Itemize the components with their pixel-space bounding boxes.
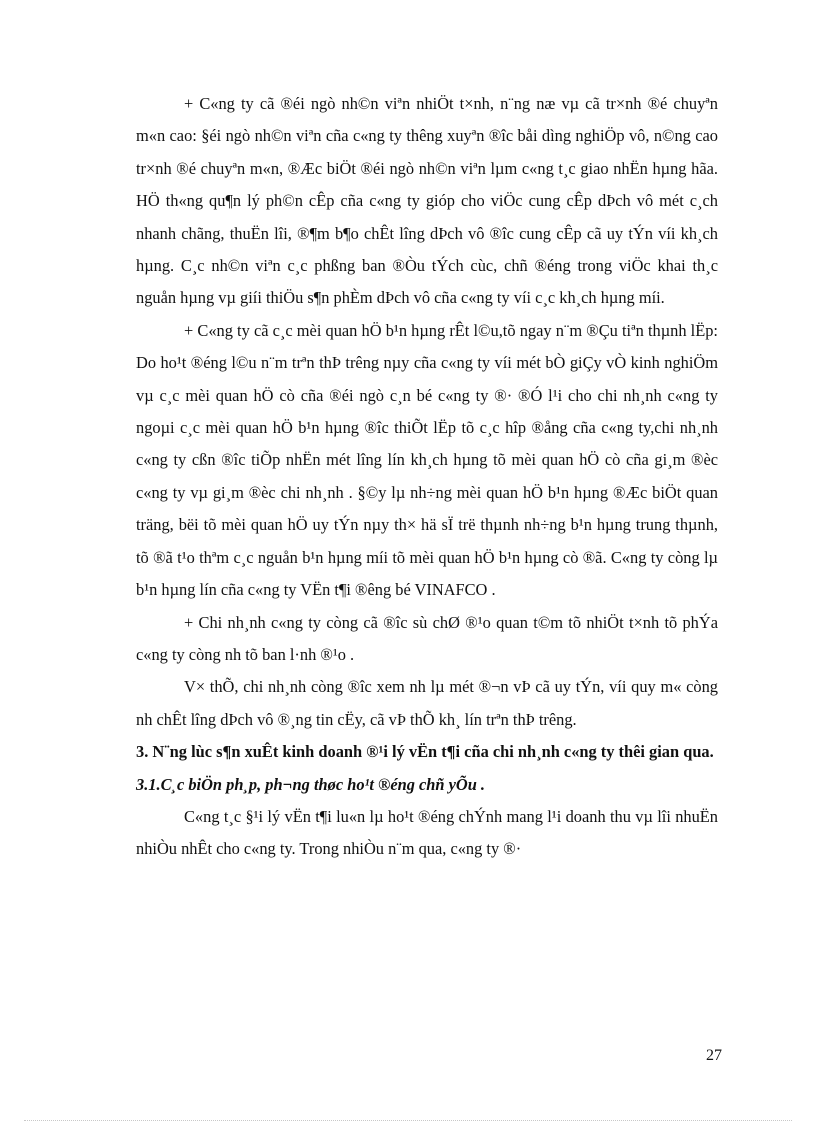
section-heading: 3. N¨ng lùc s¶n xuÊt kinh doanh ®¹i lý vËn t¶i cña chi nh¸nh c«ng ty thêi gian qua. <box>136 742 714 762</box>
page-number: 27 <box>706 1047 722 1064</box>
paragraph-reputation: V× thÕ, chi nh¸nh còng ®îc xem nh lµ mét ®¬n vÞ cã uy tÝn, víi quy m« còng nh chÊt lîng dÞch vô ®¸ng tin cËy, cã vÞ thÕ kh¸ lín trªn thÞ trêng. <box>136 677 718 729</box>
page-bottom-divider <box>24 1120 792 1121</box>
body-text <box>136 88 718 866</box>
paragraph-guidance: + Chi nh¸nh c«ng ty còng cã ®îc sù chØ ®¹o quan t©m tõ nhiÖt t×nh tõ phÝa c«ng ty còng nh tõ ban l·nh ®¹o . <box>136 612 718 664</box>
paragraph-partners: + C«ng ty cã c¸c mèi quan hÖ b¹n hµng rÊt l©u,tõ ngay n¨m ®Çu tiªn thµnh lËp: Do ho¹t ®éng l©u n¨m trªn thÞ trêng nµy cña c«ng ty víi mét bÒ giÇy vÒ kinh nghiÖm vµ c¸c mèi quan hÖ cò cña ®éi ngò c¸n bé c«ng ty ®· ®Ó l¹i cho chi nh¸nh c«ng ty ngoµi c¸c mèi quan hÖ b¹n hµng ®îc thiÕt lËp tõ c¸c hîp ®ång cña c«ng ty,chi nh¸nh c«ng ty cßn ®îc tiÕp nhËn mét lîng lín kh¸ch hµng tõ mèi quan hÖ cò cña gi¸m ®èc c«ng ty vµ gi¸m ®èc chi nh¸nh . §©y lµ nh÷ng mèi quan hÖ b¹n hµng ®Æc biÖt quan träng, bëi tõ mèi quan hÖ uy tÝn nµy th× hä sÏ trë thµnh nh÷ng b¹n hµng trung thµnh, tõ ®ã t¹o thªm c¸c nguån b¹n hµng míi tõ mèi quan hÖ b¹n hµng cò ®ã. C«ng ty còng lµ b¹n hµng lín cña c«ng ty VËn t¶i ®êng bé VINAFCO . <box>136 320 718 600</box>
paragraph-closing: C«ng t¸c §¹i lý vËn t¶i lu«n lµ ho¹t ®éng chÝnh mang l¹i doanh thu vµ lîi nhuËn nhiÒu nhÊt cho c«ng ty. Trong nhiÒu n¨m qua, c«ng ty ®· <box>136 806 718 859</box>
paragraph-staff: + C«ng ty cã ®éi ngò nh©n viªn nhiÖt t×nh, n¨ng næ vµ cã tr×nh ®é chuyªn m«n cao: §éi ngò nh©n viªn cña c«ng ty thêng xuyªn ®îc båi dìng nghiÖp vô, n©ng cao tr×nh ®é chuyªn m«n, ®Æc biÖt ®éi ngò nh©n viªn lµm c«ng t¸c giao nhËn hµng hãa. HÖ th«ng qu¶n lý ph©n cÊp cña c«ng ty gióp cho viÖc cung cÊp dÞch vô mét c¸ch nhanh chãng, thuËn lîi, ®¶m b¶o chÊt lîng dÞch vô ®îc cung cÊp cã uy tÝn víi kh¸ch hµng. C¸c nh©n viªn c¸c phßng ban ®Òu tÝch cùc, chñ ®éng trong viÖc khai th¸c nguån hµng vµ giíi thiÖu s¶n phÈm dÞch vô cña c«ng ty víi c¸c kh¸ch hµng míi. <box>136 94 718 308</box>
subsection-heading: 3.1.C¸c biÖn ph¸p, ph¬ng thøc ho¹t ®éng chñ yÕu . <box>136 774 486 794</box>
